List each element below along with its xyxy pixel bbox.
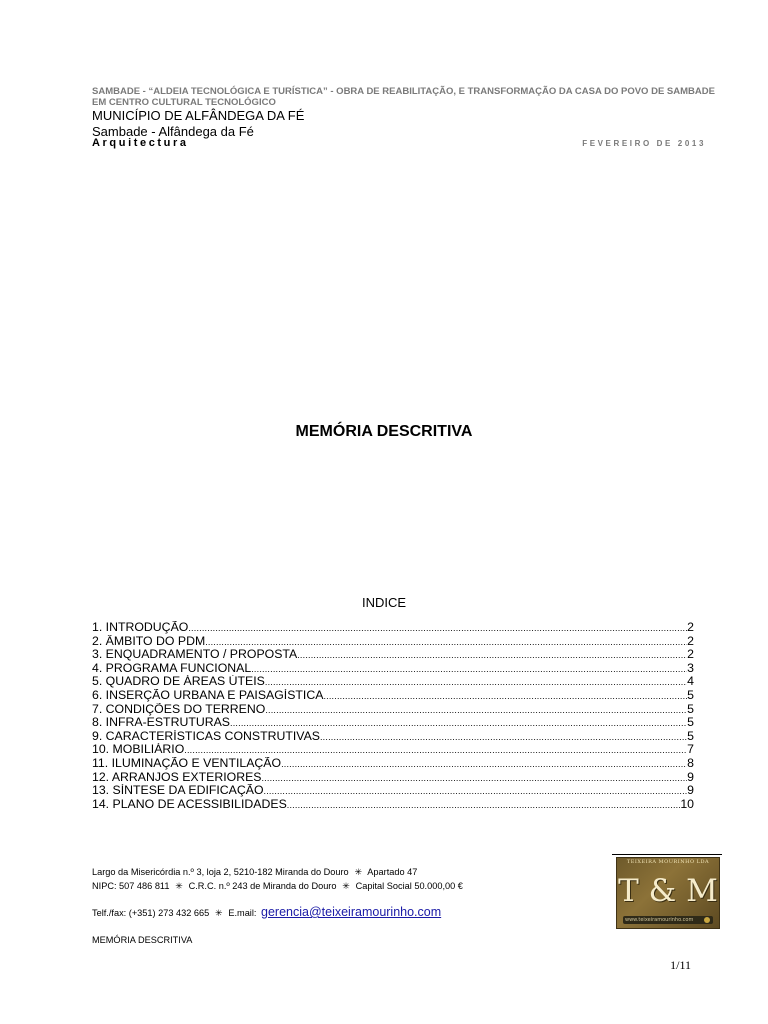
toc-dot-leader	[184, 744, 687, 757]
separator-icon: ✳	[175, 881, 183, 891]
company-crc: C.R.C. n.º 243 de Miranda do Douro	[188, 881, 337, 891]
toc-entry-label: 4. PROGRAMA FUNCIONAL	[92, 661, 252, 675]
toc-entry-page: 3	[687, 661, 694, 675]
toc-entry-page: 2	[687, 634, 694, 648]
toc-entry-label: 8. INFRA-ESTRUTURAS	[92, 716, 231, 730]
toc-dot-leader	[287, 799, 681, 812]
document-title: MEMÓRIA DESCRITIVA	[295, 423, 473, 440]
toc-entry-page: 8	[687, 756, 694, 770]
toc-entry-page: 2	[687, 648, 694, 662]
toc-entry-page: 7	[687, 743, 694, 757]
toc-entry-label: 13. SÍNTESE DA EDIFICAÇÃO	[92, 784, 264, 798]
toc-entry	[92, 621, 694, 635]
toc-entry-page: 5	[687, 716, 694, 730]
toc-entry-page: 2	[687, 621, 694, 634]
email-label: E.mail:	[228, 908, 257, 918]
toc-entry-label: 6. INSERÇÃO URBANA E PAISAGÍSTICA	[92, 688, 324, 702]
logo-globe-icon	[704, 917, 710, 923]
toc-entry	[92, 648, 694, 662]
toc-entry-page: 5	[687, 688, 694, 702]
footer-registration-line	[92, 881, 463, 892]
footer-contact-line	[92, 905, 441, 919]
toc-entry	[92, 771, 694, 785]
toc-entry	[92, 784, 694, 798]
toc-entry	[92, 730, 694, 744]
toc-entry	[92, 743, 694, 757]
separator-icon: ✳	[354, 867, 362, 877]
page-number: 1/11	[670, 958, 691, 972]
company-capital: Capital Social 50.000,00 €	[355, 881, 463, 891]
toc-dot-leader	[297, 649, 687, 662]
separator-icon: ✳	[342, 881, 350, 891]
toc-entry	[92, 716, 694, 730]
table-of-contents	[92, 621, 694, 811]
toc-entry-label: 3. ENQUADRAMENTO / PROPOSTA	[92, 648, 298, 662]
toc-entry-label: 5. QUADRO DE ÁREAS ÚTEIS	[92, 675, 265, 689]
toc-dot-leader	[261, 772, 687, 785]
toc-entry-label: 2. ÂMBITO DO PDM	[92, 634, 206, 648]
company-nipc: NIPC: 507 486 811	[92, 881, 170, 891]
toc-entry-label: 9. CARACTERÍSTICAS CONSTRUTIVAS	[92, 729, 320, 743]
toc-entry-label: 1. INTRODUÇÃO	[92, 621, 189, 634]
logo-url: www.teixeiramourinho.com	[625, 917, 694, 923]
company-logo	[616, 857, 720, 929]
toc-entry-page: 5	[687, 702, 694, 716]
toc-entry-label: 14. PLANO DE ACESSIBILIDADES	[92, 797, 287, 811]
toc-dot-leader	[265, 704, 687, 717]
toc-entry	[92, 635, 694, 649]
toc-entry	[92, 662, 694, 676]
toc-dot-leader	[320, 731, 687, 744]
footer-address-line	[92, 867, 417, 878]
toc-entry	[92, 798, 694, 812]
toc-entry	[92, 675, 694, 689]
toc-dot-leader	[323, 690, 687, 703]
company-phone: Telf./fax: (+351) 273 432 665	[92, 908, 210, 918]
company-address: Largo da Misericórdia n.º 3, loja 2, 5210-182 Miranda do Douro	[92, 867, 349, 877]
toc-entry-label: 7. CONDIÇÕES DO TERRENO	[92, 702, 266, 716]
po-box: Apartado 47	[367, 867, 418, 877]
toc-entry	[92, 757, 694, 771]
toc-dot-leader	[251, 663, 687, 676]
logo-mark: T & M	[618, 873, 718, 909]
toc-dot-leader	[205, 636, 687, 649]
toc-dot-leader	[265, 676, 687, 689]
toc-dot-leader	[281, 758, 687, 771]
email-link[interactable]: gerencia@teixeiramourinho.com	[261, 905, 442, 919]
toc-entry-label: 11. ILUMINAÇÃO E VENTILAÇÃO	[92, 756, 282, 770]
toc-dot-leader	[230, 717, 687, 730]
toc-entry	[92, 703, 694, 717]
toc-entry-label: 10. MOBILIÁRIO	[92, 743, 185, 757]
project-location: Sambade - Alfândega da Fé	[92, 124, 254, 139]
logo-rule	[612, 854, 722, 855]
department-label: Arquitectura	[92, 137, 189, 149]
toc-entry-label: 12. ARRANJOS EXTERIORES	[92, 770, 262, 784]
separator-icon: ✳	[215, 908, 223, 918]
toc-dot-leader	[264, 785, 688, 798]
client-name: MUNICÍPIO DE ALFÂNDEGA DA FÉ	[92, 108, 305, 123]
toc-entry-page: 9	[687, 770, 694, 784]
toc-entry-page: 5	[687, 729, 694, 743]
project-title: SAMBADE - “ALDEIA TECNOLÓGICA E TURÍSTICA” - OBRA DE REABILITAÇÃO, E TRANSFORMAÇÃO DA CASA DO POVO DE SAMBADE EM CENTRO CULTURAL TECNOLÓGICO	[92, 86, 715, 108]
toc-dot-leader	[188, 622, 687, 635]
document-date: FEVEREIRO DE 2013	[582, 139, 706, 148]
toc-entry-page: 9	[687, 784, 694, 798]
toc-entry-page: 10	[680, 797, 694, 811]
toc-entry	[92, 689, 694, 703]
toc-heading: INDICE	[361, 595, 407, 610]
logo-company-name: TEIXEIRA MOURINHO LDA	[626, 859, 710, 865]
footer-document-name: MEMÓRIA DESCRITIVA	[92, 935, 193, 945]
toc-entry-page: 4	[687, 675, 694, 689]
